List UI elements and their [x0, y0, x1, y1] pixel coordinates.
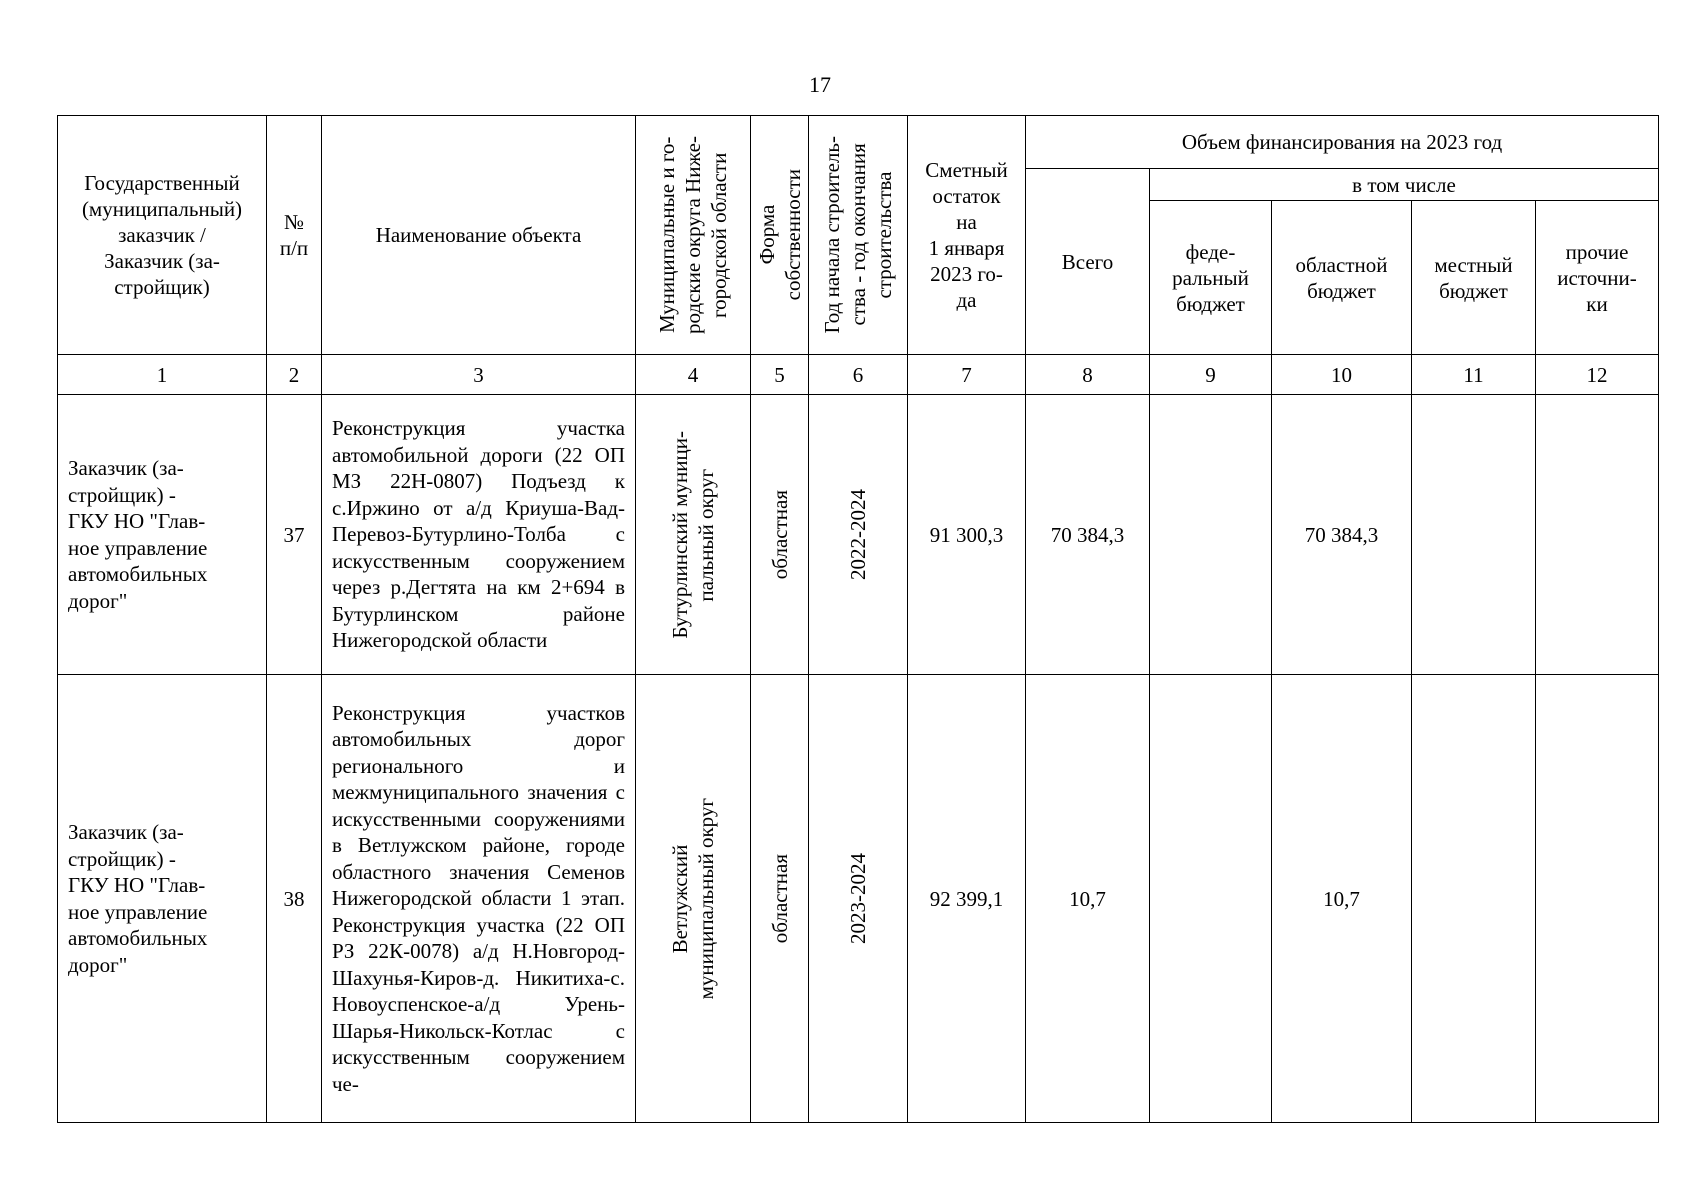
header-estimate: Сметный остаток на 1 января 2023 го- да [908, 116, 1026, 355]
regional-cell: 10,7 [1272, 675, 1412, 1123]
header-municipal: Муниципальные и го- родские округа Ниже- городской области [636, 116, 751, 355]
municipal-cell: Бутурлинский муници- пальный округ [636, 395, 751, 675]
column-number: 6 [809, 355, 908, 395]
local-cell [1412, 675, 1536, 1123]
years-cell: 2022-2024 [809, 395, 908, 675]
estimate-cell: 92 399,1 [908, 675, 1026, 1123]
column-number: 12 [1536, 355, 1659, 395]
federal-cell [1150, 675, 1272, 1123]
total-cell: 70 384,3 [1026, 395, 1150, 675]
table-row [58, 395, 1659, 675]
column-number: 10 [1272, 355, 1412, 395]
other-cell [1536, 395, 1659, 675]
header-including: в том числе [1150, 169, 1659, 201]
column-number: 7 [908, 355, 1026, 395]
total-cell: 10,7 [1026, 675, 1150, 1123]
column-number: 9 [1150, 355, 1272, 395]
object-name: Реконструкция участков автомобильных дорог регионального и межмуниципального значения с искусственными сооружениями в Ветлужском районе, городе областного значения Семенов Нижегородской области 1 этап. Реконструкция участка (22 ОП РЗ 22К-0078) а/д Н.Новгород-Шахунья-Киров-д. Никитиха-с. Новоуспенское-а/д Урень-Шарья-Никольск-Котлас с искусственным сооружением че- [322, 675, 636, 1123]
ownership-cell: областная [751, 675, 809, 1123]
page-number: 17 [809, 72, 831, 97]
column-number: 1 [58, 355, 267, 395]
column-number: 2 [267, 355, 322, 395]
header-funding: Объем финансирования на 2023 год [1026, 116, 1659, 169]
header-row-1 [58, 116, 1659, 169]
header-number: № п/п [267, 116, 322, 355]
row-number: 38 [267, 675, 322, 1123]
federal-cell [1150, 395, 1272, 675]
header-total: Всего [1026, 169, 1150, 355]
other-cell [1536, 675, 1659, 1123]
object-name: Реконструкция участка автомобильной дороги (22 ОП МЗ 22Н-0807) Подъезд к с.Иржино от а/д Криуша-Вад-Перевоз-Бутурлино-Толба с искусственным сооружением через р.Дегтята на км 2+694 в Бутурлинском районе Нижегородской области [322, 395, 636, 675]
header-ownership: Форма собственности [751, 116, 809, 355]
header-other: прочие источни- ки [1536, 201, 1659, 355]
financing-table [57, 115, 1659, 1123]
header-years: Год начала строитель- ства - год окончания строительства [809, 116, 908, 355]
customer-cell: Заказчик (за- стройщик) - ГКУ НО "Глав- ное управление автомобильных дорог" [58, 395, 267, 675]
years-cell: 2023-2024 [809, 675, 908, 1123]
header-object-name: Наименование объекта [322, 116, 636, 355]
municipal-cell: Ветлужский муниципальный округ [636, 675, 751, 1123]
header-customer: Государственный (муниципальный) заказчик / Заказчик (за- стройщик) [58, 116, 267, 355]
customer-cell: Заказчик (за- стройщик) - ГКУ НО "Глав- ное управление автомобильных дорог" [58, 675, 267, 1123]
column-number: 5 [751, 355, 809, 395]
column-number: 11 [1412, 355, 1536, 395]
local-cell [1412, 395, 1536, 675]
ownership-cell: областная [751, 395, 809, 675]
column-number: 4 [636, 355, 751, 395]
header-federal: феде- ральный бюджет [1150, 201, 1272, 355]
header-local: местный бюджет [1412, 201, 1536, 355]
regional-cell: 70 384,3 [1272, 395, 1412, 675]
column-number-row [58, 355, 1659, 395]
table-row [58, 675, 1659, 1123]
row-number: 37 [267, 395, 322, 675]
header-regional: областной бюджет [1272, 201, 1412, 355]
column-number: 3 [322, 355, 636, 395]
estimate-cell: 91 300,3 [908, 395, 1026, 675]
column-number: 8 [1026, 355, 1150, 395]
